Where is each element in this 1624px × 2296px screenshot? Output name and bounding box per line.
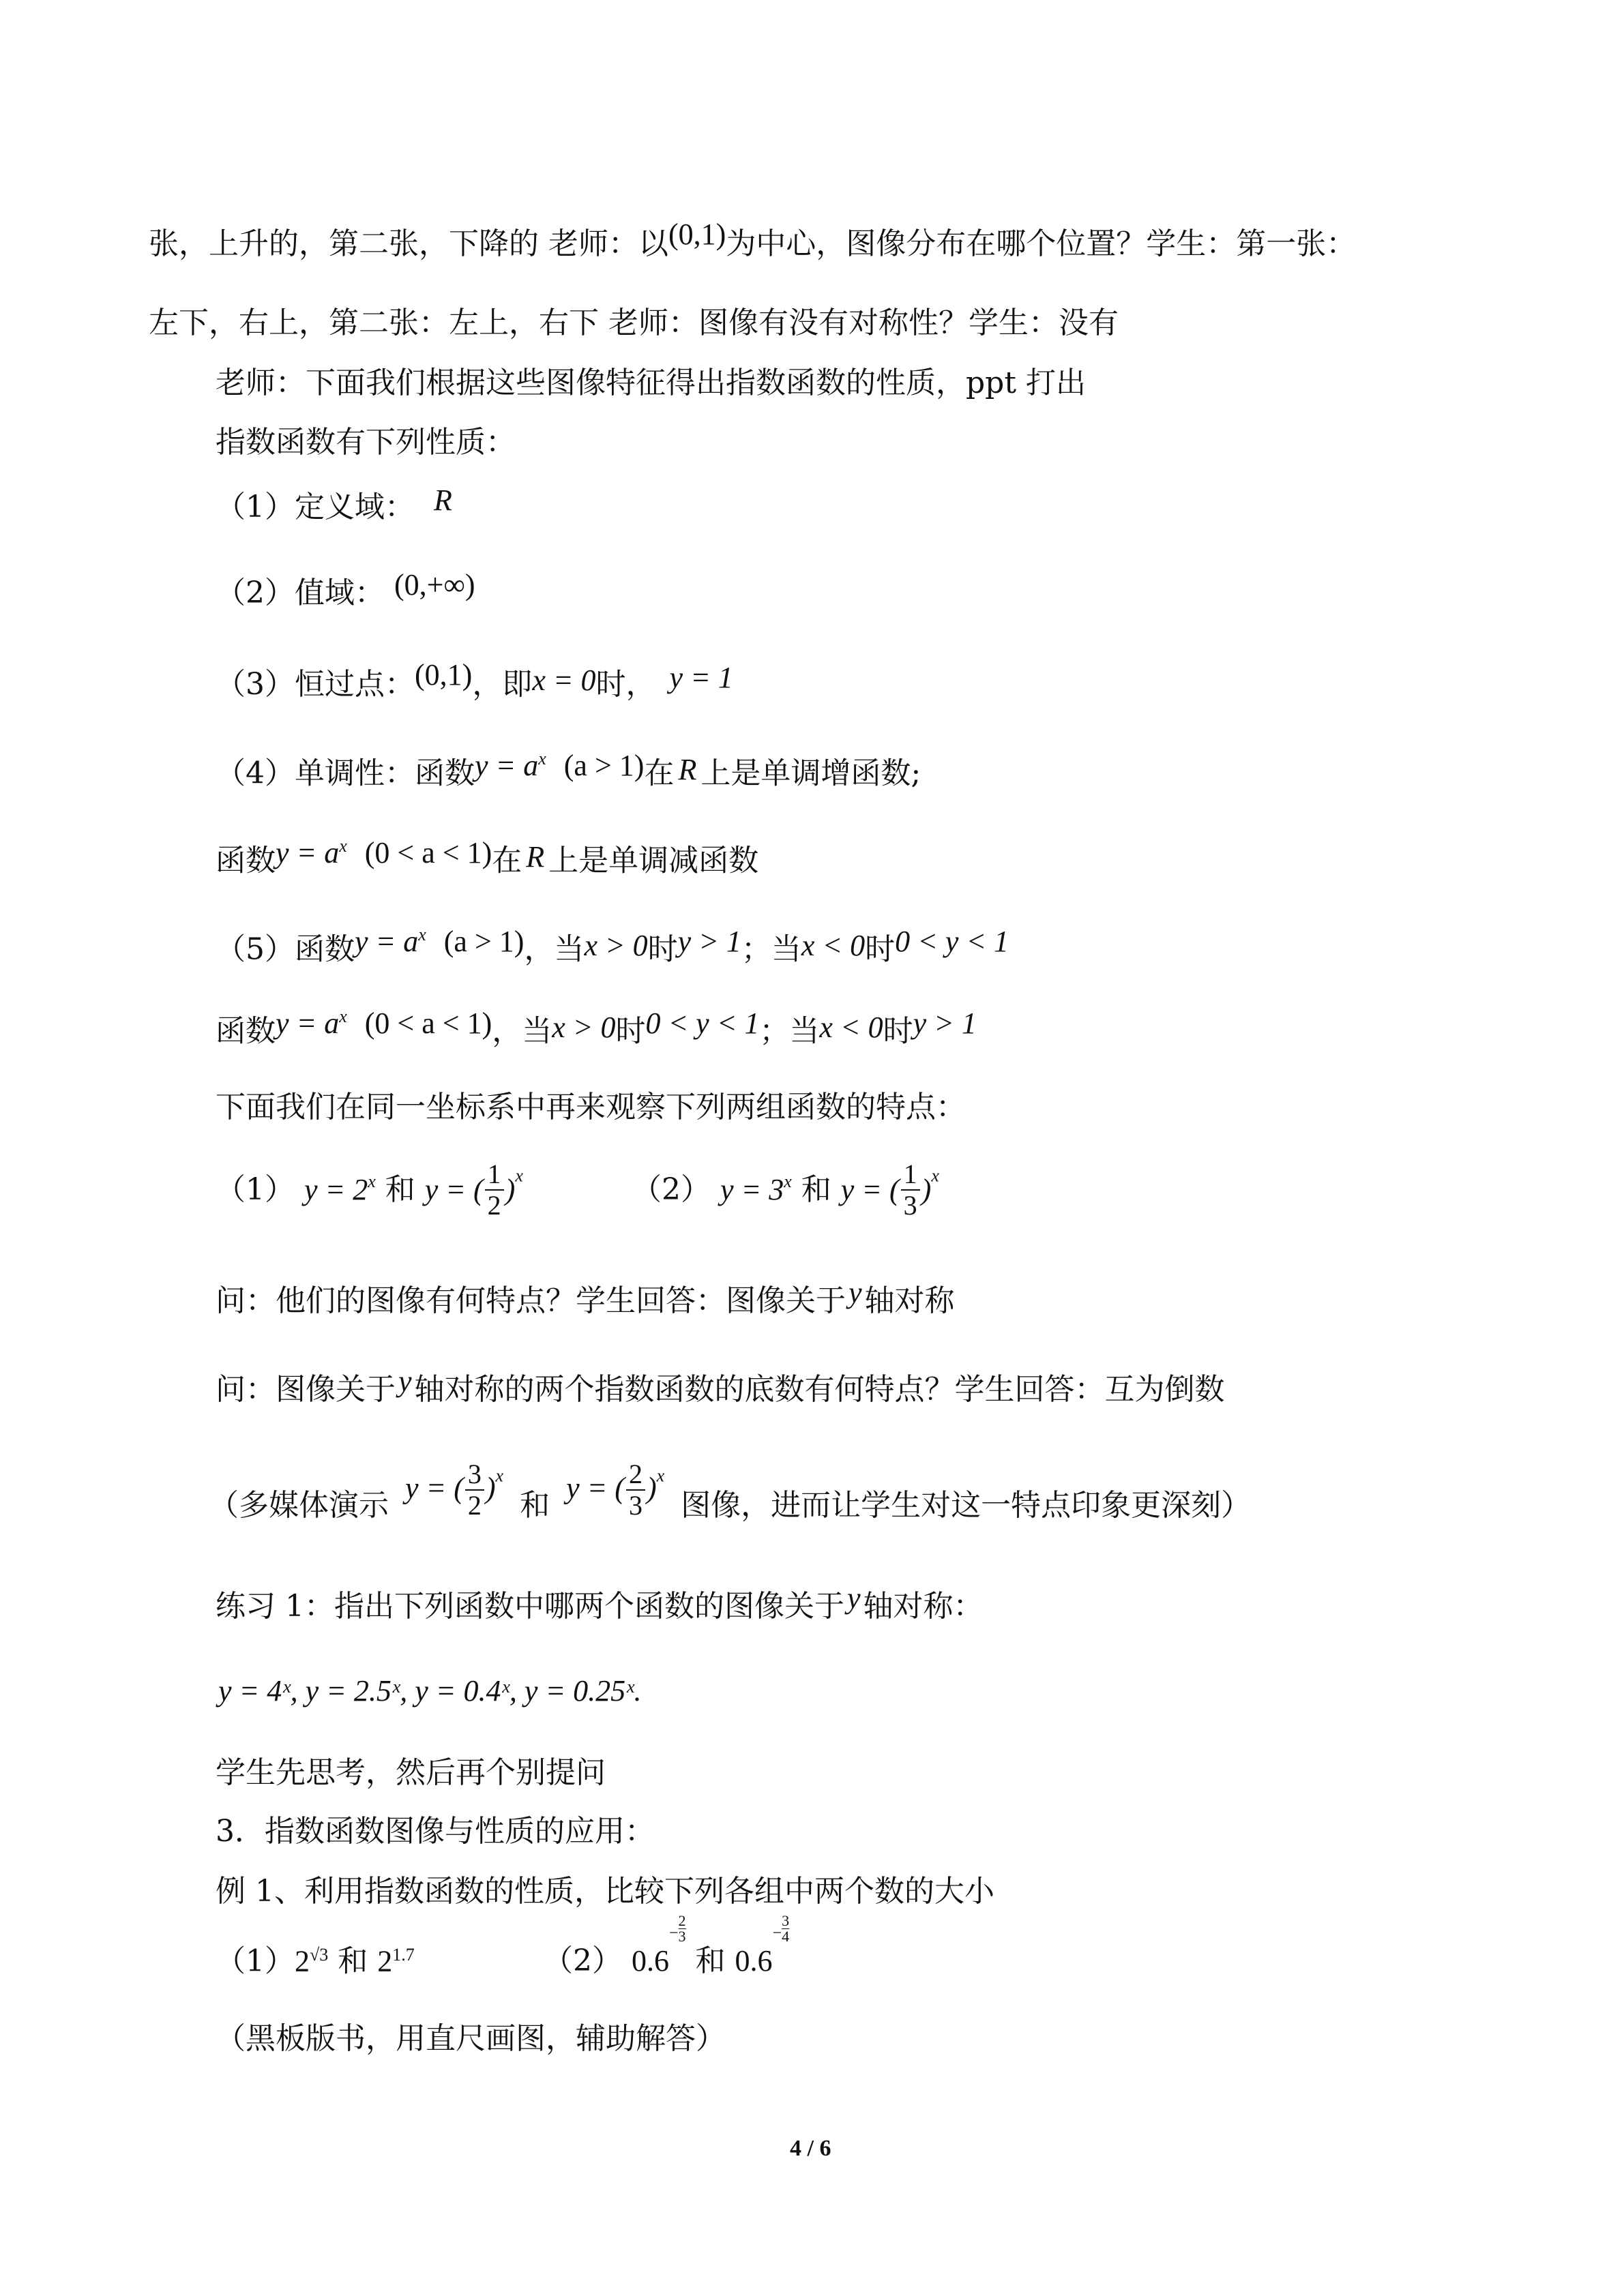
example-1-items: [216, 1943, 415, 1979]
math: y: [846, 1581, 861, 1615]
math: x: [515, 1165, 523, 1186]
exercise-1: [216, 1581, 984, 1624]
formula-3-2: y = ( $\frac{3}{2}$ )$^x$: [405, 1459, 504, 1521]
text: （1）定义域：: [216, 490, 415, 524]
fraction: $\frac{1}{2}$: [485, 1159, 504, 1221]
property-2: [216, 568, 475, 610]
math: y = 3: [720, 1173, 784, 1206]
math: x < 0: [801, 928, 866, 962]
math: x: [368, 1171, 376, 1191]
text: 和: [801, 1172, 831, 1207]
math: x < 0: [819, 1010, 883, 1044]
math: y: [398, 1365, 412, 1398]
exercise-functions: y = 4ˣ, y = 2.5ˣ, y = 0.4ˣ, y = 0.25ˣ.: [218, 1674, 642, 1708]
math: 1.7: [392, 1945, 415, 1965]
text: 张，上升的，第二张，下降的 老师：以: [149, 226, 668, 261]
property-4b: [216, 835, 759, 878]
property-5b: [216, 1006, 977, 1049]
math: 0.6: [632, 1944, 669, 1978]
math: 0 < y < 1: [895, 924, 1009, 958]
math: (0 < a < 1): [364, 835, 492, 869]
function-group-2: [632, 1159, 939, 1221]
math: x: [418, 925, 426, 944]
multimedia-line: [209, 1459, 1251, 1521]
math: (0 < a < 1): [364, 1006, 492, 1040]
math: x: [784, 1171, 792, 1191]
text: （2）: [632, 1172, 711, 1207]
math: x: [339, 836, 347, 856]
text: 时: [647, 931, 678, 967]
text-line: 下面我们在同一坐标系中再来观察下列两组函数的特点：: [216, 1090, 966, 1124]
math: ): [921, 1173, 932, 1206]
math: R: [526, 839, 545, 874]
math: x > 0: [552, 1010, 616, 1044]
text: 轴对称的两个指数函数的底数有何特点？学生回答：互为倒数: [414, 1372, 1225, 1407]
section-heading: 3．指数函数图像与性质的应用：: [216, 1814, 655, 1849]
math: 2: [295, 1944, 310, 1978]
text: （5）函数: [216, 931, 355, 967]
math: (0,+∞): [394, 568, 475, 601]
text: 练习 1：指出下列函数中哪两个函数的图像关于: [216, 1589, 844, 1624]
math: y = a: [276, 1006, 340, 1040]
text: 问：他们的图像有何特点？学生回答：图像关于: [216, 1283, 846, 1318]
text: ，当: [492, 1013, 552, 1049]
exponent: − $\frac{2}{3}$: [669, 1912, 686, 1945]
text: 和: [520, 1488, 550, 1523]
text: ，即: [472, 667, 533, 702]
text: ；当: [759, 1013, 820, 1049]
text: 上是单调减函数: [548, 843, 759, 878]
text: 函数: [216, 843, 276, 878]
text-line: 指数函数有下列性质：: [216, 425, 516, 460]
text: 时: [865, 931, 896, 967]
question-2: [216, 1365, 1225, 1407]
math: 0 < y < 1: [645, 1006, 760, 1040]
math: y > 1: [677, 924, 741, 958]
math: x = 0: [532, 664, 596, 697]
text: 为中心，图像分布在哪个位置？学生：第一张：: [726, 226, 1357, 261]
text: 和: [695, 1943, 726, 1978]
text: 在: [492, 843, 522, 878]
text-line: [149, 218, 1357, 261]
text: 轴对称：: [863, 1589, 984, 1624]
text: （1）: [216, 1943, 295, 1979]
property-3: [216, 658, 733, 702]
text: 上是单调增函数;: [700, 756, 921, 791]
math: 0.6: [735, 1944, 773, 1978]
math: 2: [377, 1944, 393, 1978]
math: (0,1): [415, 658, 473, 691]
property-4: [216, 748, 921, 791]
text: （4）单调性：函数: [216, 756, 475, 791]
function-group-1: [216, 1159, 523, 1221]
math: y = a: [475, 748, 539, 782]
text: 函数: [216, 1013, 276, 1049]
page-number: 4 / 6: [790, 2136, 831, 2161]
math: R: [678, 752, 697, 786]
math: ): [505, 1173, 516, 1206]
formula-2-3: y = ( $\frac{2}{3}$ )$^x$: [566, 1459, 665, 1521]
text: （2）: [543, 1943, 622, 1978]
text: （2）值域：: [216, 576, 385, 610]
math: y > 1: [913, 1006, 977, 1040]
math: (a > 1): [563, 748, 645, 782]
math: y = (: [840, 1173, 900, 1206]
text: （1）: [216, 1172, 295, 1207]
text-line: 老师：下面我们根据这些图像特征得出指数函数的性质，ppt 打出: [216, 366, 1086, 400]
math: x > 0: [584, 928, 648, 962]
math: y = 2: [304, 1173, 368, 1206]
text: 轴对称: [864, 1283, 955, 1318]
question-1: [216, 1276, 955, 1318]
text: 在: [644, 756, 675, 791]
math: x: [538, 749, 546, 769]
text: 和: [385, 1172, 415, 1207]
text-line: （黑板版书，用直尺画图，辅助解答）: [216, 2021, 726, 2056]
text: 和: [338, 1943, 368, 1979]
example-2-items: [543, 1912, 790, 1978]
text: （3）恒过点：: [216, 667, 415, 702]
math: y = (: [424, 1173, 484, 1206]
math: x: [931, 1165, 939, 1186]
exponent: − $\frac{3}{4}$: [772, 1912, 790, 1945]
math: y: [848, 1276, 862, 1309]
text: 时，: [595, 667, 656, 702]
text: 问：图像关于: [216, 1372, 396, 1407]
math: x: [339, 1007, 347, 1026]
text-line: 学生先思考，然后再个别提问: [216, 1755, 606, 1790]
math: y = a: [276, 835, 340, 869]
text: 图像，进而让学生对这一特点印象更深刻）: [681, 1488, 1252, 1523]
math: R: [434, 483, 452, 517]
property-5: [216, 924, 1009, 967]
math: √3: [310, 1945, 329, 1965]
text: 时: [615, 1013, 646, 1049]
fraction: $\frac{1}{3}$: [901, 1159, 920, 1221]
property-1: [216, 483, 452, 524]
math: y = a: [355, 924, 419, 958]
text: ；当: [741, 931, 801, 967]
text-line: 左下，右上，第二张：左上，右下 老师：图像有没有对称性？学生：没有: [149, 305, 1119, 340]
math: y = 1: [669, 661, 733, 694]
math: (a > 1): [443, 924, 525, 958]
text: （多媒体演示: [209, 1488, 389, 1523]
text: ，当: [524, 931, 585, 967]
text: 时: [883, 1013, 913, 1049]
math: (0,1): [668, 218, 726, 251]
text-line: 例 1、利用指数函数的性质，比较下列各组中两个数的大小: [216, 1874, 994, 1909]
